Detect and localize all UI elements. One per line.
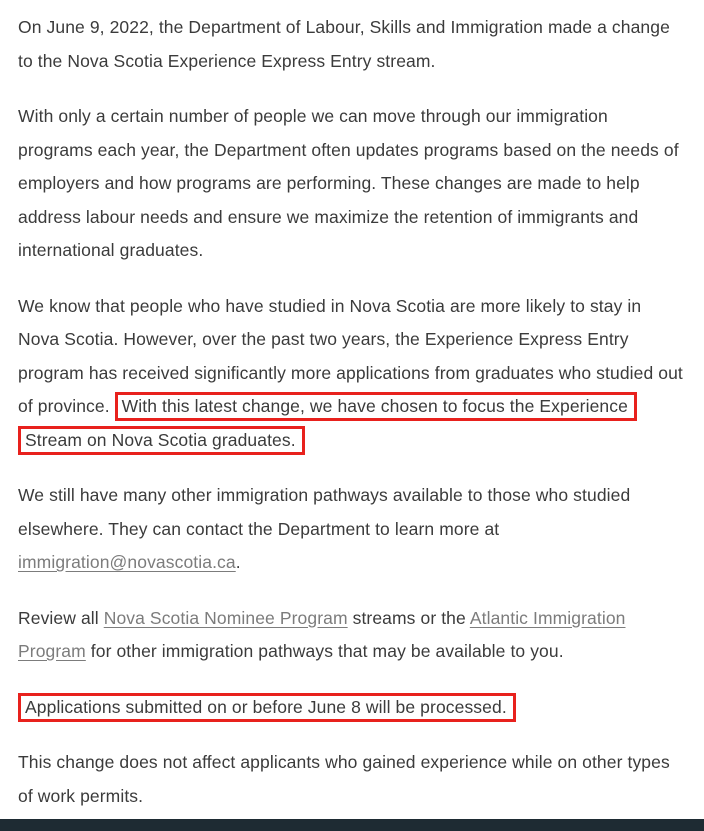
paragraph-graduates-text: We know that people who have studied in Nova Scotia are more likely to stay in Nova Scotia. However, over the past two years, the Experience Express Entry program has received significantly more applications from graduates who studied out of province.	[18, 295, 683, 416]
footer-bar	[0, 819, 704, 831]
paragraph-other-pathways	[18, 479, 684, 580]
review-streams-text-3: for other immigration pathways that may be available to you.	[85, 641, 564, 661]
paragraph-other-pathways-period: .	[235, 552, 241, 572]
atlantic-immigration-program-link[interactable]: Atlantic Immigration Program	[18, 607, 626, 661]
nominee-program-link[interactable]: Nova Scotia Nominee Program	[103, 607, 348, 628]
paragraph-program-updates: With only a certain number of people we can move through our immigration programs each year, the Department often updates programs based on the needs of employers and how programs are performing. These changes are made to help address labour needs and ensure we maximize the retention of immigrants and international graduates.	[18, 106, 679, 260]
review-streams-text-1: Review all	[18, 607, 104, 628]
review-streams-text-2: streams or the	[347, 607, 470, 628]
email-link[interactable]: immigration@novascotia.ca	[18, 552, 236, 572]
paragraph-graduates	[18, 290, 684, 458]
paragraph-other-pathways-text: We still have many other immigration pathways available to those who studied elsewhere. They can contact the Department to learn more at	[18, 485, 631, 539]
paragraph-deadline	[18, 691, 684, 725]
annotation-box-focus-graduates: With this latest change, we have chosen to focus the Experience Stream on Nova Scotia graduates.	[18, 392, 637, 455]
annotation-box-deadline: Applications submitted on or before June 8 will be processed.	[18, 693, 516, 722]
paragraph-work-permits: This change does not affect applicants who gained experience while on other types of work permits.	[18, 752, 670, 806]
paragraph-intro: On June 9, 2022, the Department of Labour, Skills and Immigration made a change to the Nova Scotia Experience Express Entry stream.	[18, 17, 670, 71]
paragraph-review-streams	[18, 602, 684, 669]
